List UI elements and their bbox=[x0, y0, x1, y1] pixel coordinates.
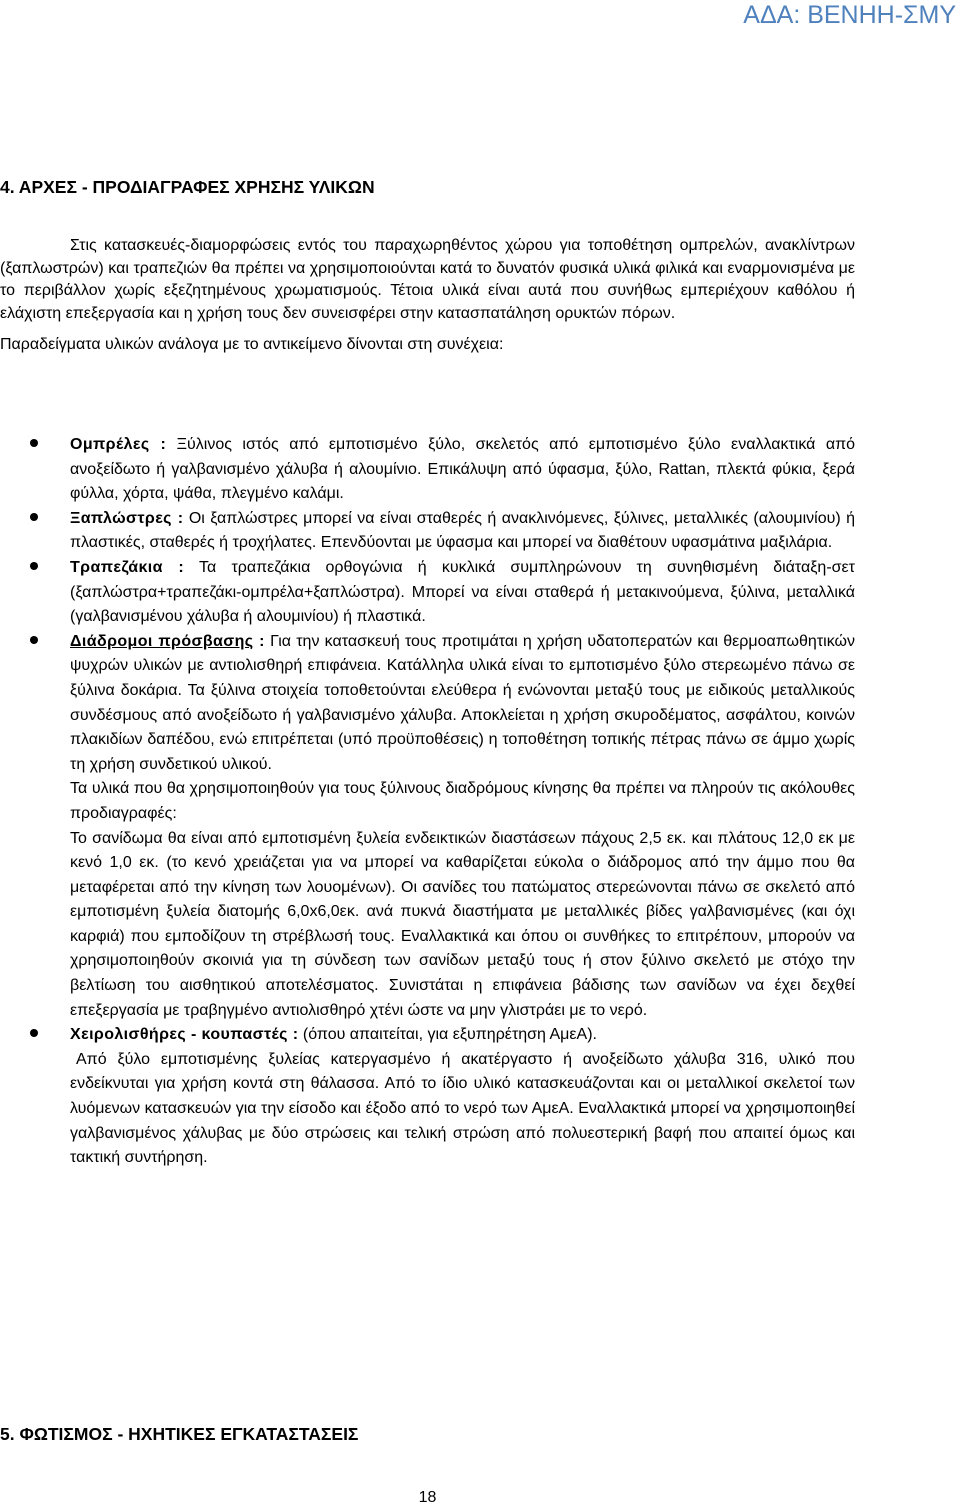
list-item-sunbeds bbox=[0, 507, 855, 556]
list-item-umbrellas bbox=[0, 433, 855, 507]
item-extra-paragraph: Από ξύλο εμποτισμένης ξυλείας κατεργασμένο ή ακατέργαστο ή ανοξείδωτο χάλυβα 316, υλικό που ενδείκνυται για χρήση κοντά στη θάλασσα. Από το ίδιο υλικό κατασκευάζονται και οι μεταλλικοί σκελετοί των λυόμενων κατασκευών για την είσοδο και έξοδο από το νερό των ΑμεΑ. Εναλλακτικά μπορεί να χρησιμοποιηθεί γαλβανισμένος χάλυβας με δύο στρώσεις και τελική στρώση από πολυεστερική βαφή που απαιτεί όμως και τακτική συντήρηση. bbox=[70, 1050, 855, 1167]
materials-list bbox=[0, 433, 855, 1171]
item-text: Ξύλινος ιστός από εμποτισμένο ξύλο, σκελετός από εμποτισμένο ξύλο εναλλακτικά από ανοξείδωτο ή γαλβανισμένο χάλυβα ή αλουμίνιο. Επικάλυψη από ύφασμα, ξύλο, Rattan, πλεκτά φύκια, ξερά φύλλα, χόρτα, ψάθα, πλεγμένο καλάμι. bbox=[70, 436, 856, 503]
term-label: Τραπεζάκια : bbox=[70, 558, 185, 576]
bullet-icon bbox=[30, 1029, 38, 1037]
term-suffix: : bbox=[253, 632, 265, 650]
bullet-icon bbox=[30, 636, 38, 644]
list-item-handrails bbox=[0, 1023, 855, 1171]
term-label: Διάδρομοι πρόσβασης bbox=[70, 632, 254, 650]
list-item-walkways bbox=[0, 630, 855, 1024]
intro-paragraph: Στις κατασκευές-διαμορφώσεις εντός του παραχωρηθέντος χώρου για τοποθέτηση ομπρελών, ανακλίντρων (ξαπλωστρών) και τραπεζιών θα πρέπει να χρησιμοποιούνται κατά το δυνατόν φυσικά υλικά φιλικά και εναρμονισμένα με το περιβάλλον χωρίς εξεζητημένους χρωματισμούς. Τέτοια υλικά είναι αυτά που συνήθως εμπεριέχουν καθόλου ή ελάχιστη επεξεργασία και η χρήση τους δεν συνεισφέρει στην κατασπατάληση ορυκτών πόρων. bbox=[0, 237, 855, 323]
section-5-title: 5. ΦΩΤΙΣΜΟΣ - ΗΧΗΤΙΚΕΣ ΕΓΚΑΤΑΣΤΑΣΕΙΣ bbox=[0, 1424, 359, 1444]
bullet-icon bbox=[30, 562, 38, 570]
item-extra-paragraph: Το σανίδωμα θα είναι από εμποτισμένη ξυλεία ενδεικτικών διαστάσεων πάχους 2,5 εκ. και πλάτους 12,0 εκ με κενό 1,0 εκ. (το κενό χρειάζεται για να μπορεί να καθαρίζεται εύκολα ο διάδρομος από την άμμο που θα μεταφέρεται από την κίνηση των λουομένων). Οι σανίδες του πατώματος στερεώνονται πάνω σε σκελετό από εμποτισμένη ξυλεία διατομής 6,0x6,0εκ. ανά πυκνά διαστήματα με μεταλλικές βίδες γαλβανισμένες (και όχι καρφιά) που εμποδίζουν τη στρέβλωσή τους. Εναλλακτικά και όπου οι συνθήκες το επιτρέπουν, μπορούν να χρησιμοποιηθούν σκοινιά για τη σύνδεση των σανίδων μεταξύ τους ή στον ξύλινο σκελετό με στόχο την βελτίωση του αισθητικού αποτελέσματος. Συνιστάται η επιφάνεια βάδισης των σανίδων να έχει δεχθεί επεξεργασία με τραβηγμένο αντιολισθηρό χτένι ώστε να μην γλιστράει με το νερό. bbox=[70, 829, 855, 1019]
section-4-title: 4. ΑΡΧΕΣ - ΠΡΟΔΙΑΓΡΑΦΕΣ ΧΡΗΣΗΣ ΥΛΙΚΩΝ bbox=[0, 177, 375, 197]
item-extra-paragraph: Τα υλικά που θα χρησιμοποιηθούν για τους ξύλινους διαδρόμους κίνησης θα πρέπει να πληρούν τις ακόλουθες προδιαγραφές: bbox=[70, 780, 855, 822]
list-item-tables bbox=[0, 556, 855, 630]
term-label: Ξαπλώστρες : bbox=[70, 509, 184, 527]
term-label: Ομπρέλες : bbox=[70, 436, 167, 453]
page-number: 18 bbox=[418, 1489, 437, 1506]
item-text: (όπου απαιτείται, για εξυπηρέτηση ΑμεΑ). bbox=[298, 1026, 597, 1044]
item-text: Για την κατασκευή τους προτιμάται η χρήση υδατοπερατών και θερμοαπωθητικών ψυχρών υλικών με αντιολισθηρή επιφάνεια. Κατάλληλα υλικά είναι το εμποτισμένο ξύλο στερεωμένο πάνω σε ξύλινα δοκάρια. Τα ξύλινα στοιχεία τοποθετούνται ελεύθερα ή ενώνονται μεταξύ τους με ειδικούς μεταλλικούς συνδέσμους από ανοξείδωτο ή γαλβανισμένο χάλυβα. Αποκλείεται η χρήση σκυροδέματος, ασφάλτου, κοινών πλακιδίων δαπέδου, ενώ επιτρέπεται (υπό προϋποθέσεις) η τοποθέτηση τοπικής πέτρας πάνω σε άμμο χωρίς τη χρήση συνδετικού υλικού. bbox=[70, 632, 856, 773]
bullet-icon bbox=[30, 513, 38, 521]
item-text: Τα τραπεζάκια ορθογώνια ή κυκλικά συμπληρώνουν τη συνηθισμένη διάταξη-σετ (ξαπλώστρα+τραπεζάκι-ομπρέλα+ξαπλώστρα). Μπορεί να είναι σταθερά ή μετακινούμενα, ξύλινα, μεταλλικά (γαλβανισμένου χάλυβα ή αλουμινίου) ή πλαστικά. bbox=[70, 558, 855, 626]
bullet-icon bbox=[30, 439, 38, 447]
ada-code: ΑΔΑ: ΒΕΝΗΗ-ΣΜΥ bbox=[743, 1, 956, 29]
term-label: Χειρολισθήρες - κουπαστές : bbox=[70, 1026, 299, 1044]
examples-intro: Παραδείγματα υλικών ανάλογα με το αντικείμενο δίνονται στη συνέχεια: bbox=[0, 335, 504, 353]
section-4-body bbox=[0, 235, 855, 357]
item-text: Οι ξαπλώστρες μπορεί να είναι σταθερές ή ανακλινόμενες, ξύλινες, μεταλλικές (αλουμινίου) ή πλαστικές, σταθερές ή τροχήλατες. Επενδύονται με ύφασμα και μπορεί να διαθέτουν υφασμάτινα μαξιλάρια. bbox=[70, 509, 855, 552]
